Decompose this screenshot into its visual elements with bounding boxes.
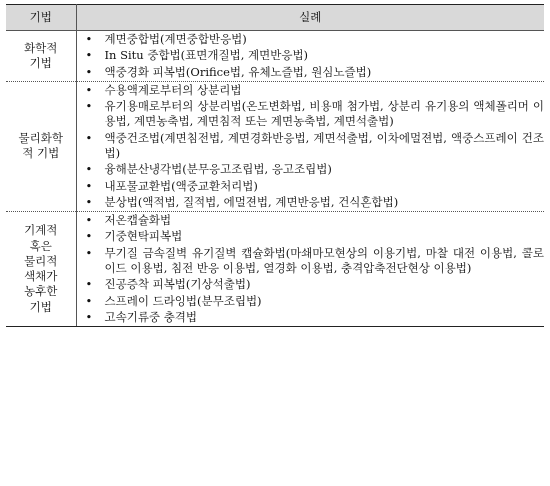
list-item bbox=[77, 83, 545, 98]
examples-cell bbox=[76, 212, 544, 327]
bullet-icon: • bbox=[85, 64, 93, 79]
list-item-text: 분상법(액적법, 질적법, 에멀젼법, 계면반응법, 건식혼합법) bbox=[104, 194, 399, 209]
list-item-text: 무기질 금속질벽 유기질벽 캡슐화법(마쇄마모현상의 이용기법, 마찰 대전 이용법, 콜로이드 이용법, 침전 반응 이용법, 열경화 이용법, 충격압축전단현상 이용법) bbox=[104, 245, 544, 275]
list-item bbox=[77, 179, 545, 194]
list-item-text: 기중현탁피복법 bbox=[104, 229, 183, 244]
list-item-text: 내포물교환법(액중교환처리법) bbox=[104, 178, 258, 193]
list-item-text: In Situ 중합법(표면개질법, 계면반응법) bbox=[104, 48, 309, 63]
bullet-icon: • bbox=[85, 277, 93, 292]
bullet-icon: • bbox=[85, 32, 93, 46]
header-category: 기법 bbox=[6, 5, 76, 31]
category-label: 기법 bbox=[29, 55, 52, 70]
list-item-text: 유기용매로부터의 상분리법(온도변화법, 비용매 첨가법, 상분리 유기용의 액체폴리머 이용법, 계면농축법, 계면침적 또는 계면농축법, 계면석출법) bbox=[104, 99, 544, 129]
list-item bbox=[77, 162, 545, 177]
list-item-text: 저온캡슐화법 bbox=[104, 213, 172, 228]
bullet-icon: • bbox=[85, 245, 93, 260]
list-item bbox=[77, 48, 545, 63]
list-item bbox=[77, 65, 545, 80]
list-item bbox=[77, 99, 545, 130]
category-label: 물리화학 bbox=[18, 131, 63, 146]
list-item bbox=[77, 229, 545, 244]
examples-list bbox=[77, 32, 545, 80]
list-item-text: 수용액계로부터의 상분리법 bbox=[104, 82, 242, 97]
category-label: 기법 bbox=[29, 299, 52, 314]
list-item bbox=[77, 310, 545, 325]
category-label: 기계적 bbox=[24, 223, 58, 238]
category-label: 색채가 bbox=[24, 269, 58, 284]
table-row bbox=[6, 81, 544, 211]
bullet-icon: • bbox=[85, 48, 93, 63]
examples-list bbox=[77, 213, 545, 325]
list-item bbox=[77, 294, 545, 309]
category-label: 혹은 bbox=[29, 238, 52, 253]
list-item-text: 스프레이 드라잉법(분무조립법) bbox=[104, 293, 262, 308]
bullet-icon: • bbox=[85, 309, 93, 324]
category-label: 물리적 bbox=[24, 253, 58, 268]
bullet-icon: • bbox=[85, 99, 93, 114]
bullet-icon: • bbox=[85, 229, 93, 244]
bullet-icon: • bbox=[85, 82, 93, 97]
list-item-text: 액중건조법(계면침전법, 계면경화반응법, 계면석출법, 이차에멀젼법, 액중스프레이 건조법) bbox=[104, 130, 544, 160]
bullet-icon: • bbox=[85, 130, 93, 145]
bullet-icon: • bbox=[85, 178, 93, 193]
header-row bbox=[6, 5, 544, 31]
list-item-text: 융해분산냉각법(분무응고조립법, 응고조립법) bbox=[104, 162, 332, 177]
list-item bbox=[77, 277, 545, 292]
category-label: 적 기법 bbox=[22, 146, 60, 161]
header-examples: 실례 bbox=[76, 5, 544, 31]
table-body bbox=[6, 31, 544, 327]
bullet-icon: • bbox=[85, 194, 93, 209]
list-item bbox=[77, 131, 545, 162]
table-row bbox=[6, 31, 544, 82]
category-label: 농후한 bbox=[24, 284, 58, 299]
list-item-text: 액중경화 피복법(Orifice법, 유체노즐법, 원심노즐법) bbox=[104, 64, 372, 79]
list-item bbox=[77, 213, 545, 228]
category-cell bbox=[6, 81, 76, 211]
bullet-icon: • bbox=[85, 293, 93, 308]
list-item bbox=[77, 195, 545, 210]
bullet-icon: • bbox=[85, 213, 93, 228]
list-item-text: 계면중합법(계면중합반응법) bbox=[104, 32, 247, 46]
list-item-text: 진공증착 피복법(기상석출법) bbox=[104, 277, 251, 292]
examples-cell bbox=[76, 81, 544, 211]
category-label: 화학적 bbox=[24, 40, 58, 55]
examples-cell bbox=[76, 31, 544, 82]
list-item-text: 고속기류중 충격법 bbox=[104, 309, 198, 324]
methods-table bbox=[6, 4, 544, 327]
list-item bbox=[77, 32, 545, 47]
category-cell bbox=[6, 31, 76, 82]
bullet-icon: • bbox=[85, 162, 93, 177]
table-row bbox=[6, 212, 544, 327]
category-cell bbox=[6, 212, 76, 327]
list-item bbox=[77, 246, 545, 277]
examples-list bbox=[77, 83, 545, 210]
